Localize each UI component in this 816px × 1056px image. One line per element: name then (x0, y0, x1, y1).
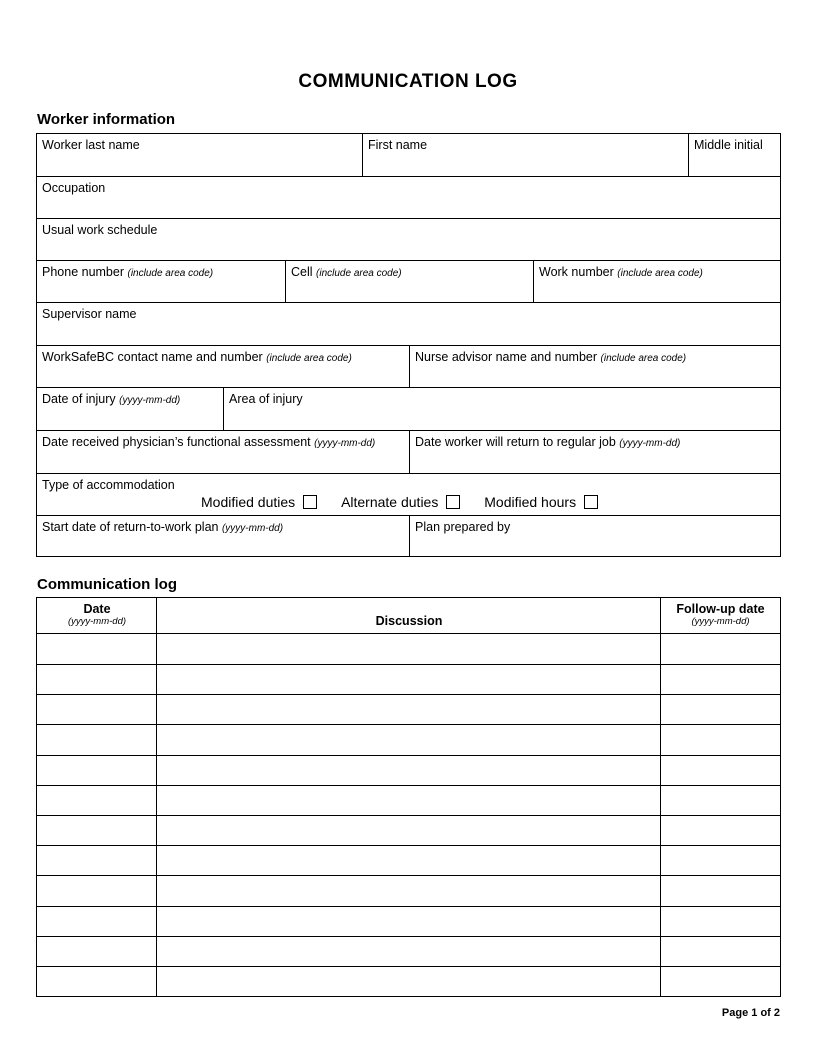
supervisor-name-field[interactable] (37, 303, 780, 345)
nurse-advisor-hint: (include area code) (600, 353, 687, 364)
cell-hint: (include area code) (316, 268, 402, 279)
communication-log-table (36, 597, 781, 997)
followup-date-cell[interactable] (661, 664, 780, 694)
form-row-plan (37, 515, 780, 557)
plan-prepared-by-field[interactable] (409, 516, 780, 557)
date-cell[interactable] (37, 845, 156, 875)
form-row-injury (37, 387, 780, 430)
modified-duties-option (201, 494, 317, 510)
table-row (37, 876, 780, 907)
date-return-regular-field[interactable] (409, 431, 780, 473)
middle-initial-field[interactable] (688, 134, 780, 176)
worksafebc-contact-field[interactable] (37, 346, 409, 388)
worker-last-name-field[interactable] (37, 134, 362, 176)
form-row-occupation (37, 176, 780, 219)
log-header-row (37, 598, 780, 634)
occupation-label: Occupation (42, 181, 106, 195)
modified-hours-label: Modified hours (484, 494, 577, 510)
followup-column-title: Follow-up date (676, 602, 765, 616)
date-cell[interactable] (37, 966, 156, 996)
discussion-cell[interactable] (157, 785, 660, 815)
form-row-names (37, 134, 780, 176)
followup-date-cell[interactable] (661, 966, 780, 996)
followup-date-cell[interactable] (661, 725, 780, 755)
modified-duties-label: Modified duties (201, 494, 296, 510)
work-number-field[interactable] (533, 261, 780, 303)
followup-date-cell[interactable] (661, 906, 780, 936)
type-of-accommodation-field (37, 474, 780, 516)
worker-information-form (36, 133, 781, 557)
date-return-hint: (yyyy-mm-dd) (619, 438, 681, 449)
table-row (37, 755, 780, 786)
worker-information-heading: Worker information (37, 111, 176, 128)
discussion-cell[interactable] (157, 725, 660, 755)
middle-initial-label: Middle initial (694, 138, 763, 152)
table-row (37, 966, 780, 996)
first-name-field[interactable] (362, 134, 689, 176)
date-return-regular-label: Date worker will return to regular job (yyyy-mm-dd) (415, 435, 681, 449)
table-row (37, 845, 780, 876)
work-number-label: Work number (include area code) (539, 265, 703, 279)
date-cell[interactable] (37, 815, 156, 845)
worker-last-name-label: Worker last name (42, 138, 140, 152)
followup-column-hint: (yyyy-mm-dd) (691, 616, 750, 627)
usual-work-schedule-label: Usual work schedule (42, 223, 158, 237)
accommodation-options (201, 494, 618, 510)
date-of-injury-label: Date of injury (yyyy-mm-dd) (42, 392, 181, 406)
discussion-cell[interactable] (157, 815, 660, 845)
supervisor-name-label: Supervisor name (42, 307, 137, 321)
discussion-cell[interactable] (157, 906, 660, 936)
date-cell[interactable] (37, 725, 156, 755)
table-row (37, 815, 780, 846)
alternate-duties-option (341, 494, 460, 510)
date-column-title: Date (83, 602, 111, 616)
usual-work-schedule-field[interactable] (37, 219, 780, 261)
followup-date-cell[interactable] (661, 936, 780, 966)
date-of-injury-field[interactable] (37, 388, 223, 430)
table-row (37, 725, 780, 756)
date-cell[interactable] (37, 755, 156, 785)
table-row (37, 664, 780, 695)
discussion-cell[interactable] (157, 755, 660, 785)
discussion-cell[interactable] (157, 694, 660, 724)
first-name-label: First name (368, 138, 428, 152)
table-row (37, 785, 780, 816)
followup-date-cell[interactable] (661, 815, 780, 845)
followup-date-cell[interactable] (661, 694, 780, 724)
date-of-injury-hint: (yyyy-mm-dd) (119, 395, 181, 406)
table-row (37, 936, 780, 967)
followup-date-cell[interactable] (661, 785, 780, 815)
modified-hours-option (484, 494, 598, 510)
form-row-phones (37, 260, 780, 303)
date-cell[interactable] (37, 906, 156, 936)
discussion-cell[interactable] (157, 634, 660, 664)
date-cell[interactable] (37, 694, 156, 724)
communication-log-heading: Communication log (37, 576, 177, 593)
table-row (37, 634, 780, 665)
date-column-hint: (yyyy-mm-dd) (67, 616, 127, 627)
followup-column-header (661, 598, 780, 633)
followup-date-cell[interactable] (661, 634, 780, 664)
date-received-assessment-field[interactable] (37, 431, 409, 473)
worksafebc-contact-hint: (include area code) (266, 353, 352, 364)
start-date-hint: (yyyy-mm-dd) (221, 523, 284, 534)
discussion-cell[interactable] (157, 966, 660, 996)
date-cell[interactable] (37, 876, 156, 906)
alternate-duties-checkbox[interactable] (446, 495, 460, 509)
worksafebc-contact-label: WorkSafeBC contact name and number (include area code) (42, 350, 352, 364)
date-column-header (37, 598, 157, 633)
phone-number-label: Phone number (include area code) (42, 265, 214, 279)
form-row-contacts (37, 345, 780, 388)
discussion-cell[interactable] (157, 845, 660, 875)
date-cell[interactable] (37, 664, 156, 694)
start-date-rtw-label: Start date of return-to-work plan (yyyy-mm-dd) (42, 520, 284, 534)
work-number-hint: (include area code) (617, 268, 703, 279)
form-row-dates (37, 430, 780, 473)
followup-date-cell[interactable] (661, 755, 780, 785)
date-cell[interactable] (37, 936, 156, 966)
alternate-duties-label: Alternate duties (341, 494, 439, 510)
page-title: COMMUNICATION LOG (298, 71, 518, 92)
date-cell[interactable] (37, 634, 156, 664)
discussion-cell[interactable] (157, 876, 660, 906)
start-date-rtw-field[interactable] (37, 516, 409, 557)
type-of-accommodation-label: Type of accommodation (42, 478, 175, 492)
table-row (37, 906, 780, 937)
form-row-accommodation (37, 473, 780, 516)
area-of-injury-field[interactable] (223, 388, 780, 430)
discussion-column-title: Discussion (375, 614, 443, 628)
form-row-supervisor (37, 302, 780, 345)
nurse-advisor-label: Nurse advisor name and number (include area code) (415, 350, 687, 364)
table-row (37, 694, 780, 725)
modified-duties-checkbox[interactable] (303, 495, 317, 509)
date-received-hint: (yyyy-mm-dd) (314, 438, 376, 449)
area-of-injury-label: Area of injury (229, 392, 303, 406)
page-number: Page 1 of 2 (721, 1007, 780, 1019)
cell-field[interactable] (285, 261, 534, 303)
phone-number-field[interactable] (37, 261, 285, 303)
date-cell[interactable] (37, 785, 156, 815)
nurse-advisor-field[interactable] (409, 346, 780, 388)
form-row-schedule (37, 218, 780, 261)
plan-prepared-by-label: Plan prepared by (415, 520, 511, 534)
followup-date-cell[interactable] (661, 845, 780, 875)
followup-date-cell[interactable] (661, 876, 780, 906)
occupation-field[interactable] (37, 177, 780, 219)
discussion-cell[interactable] (157, 936, 660, 966)
discussion-column-header (157, 598, 661, 633)
phone-number-hint: (include area code) (127, 268, 214, 279)
discussion-cell[interactable] (157, 664, 660, 694)
cell-label: Cell (include area code) (291, 265, 402, 279)
date-received-assessment-label: Date received physician’s functional assessment (yyyy-mm-dd) (42, 435, 376, 449)
modified-hours-checkbox[interactable] (584, 495, 598, 509)
